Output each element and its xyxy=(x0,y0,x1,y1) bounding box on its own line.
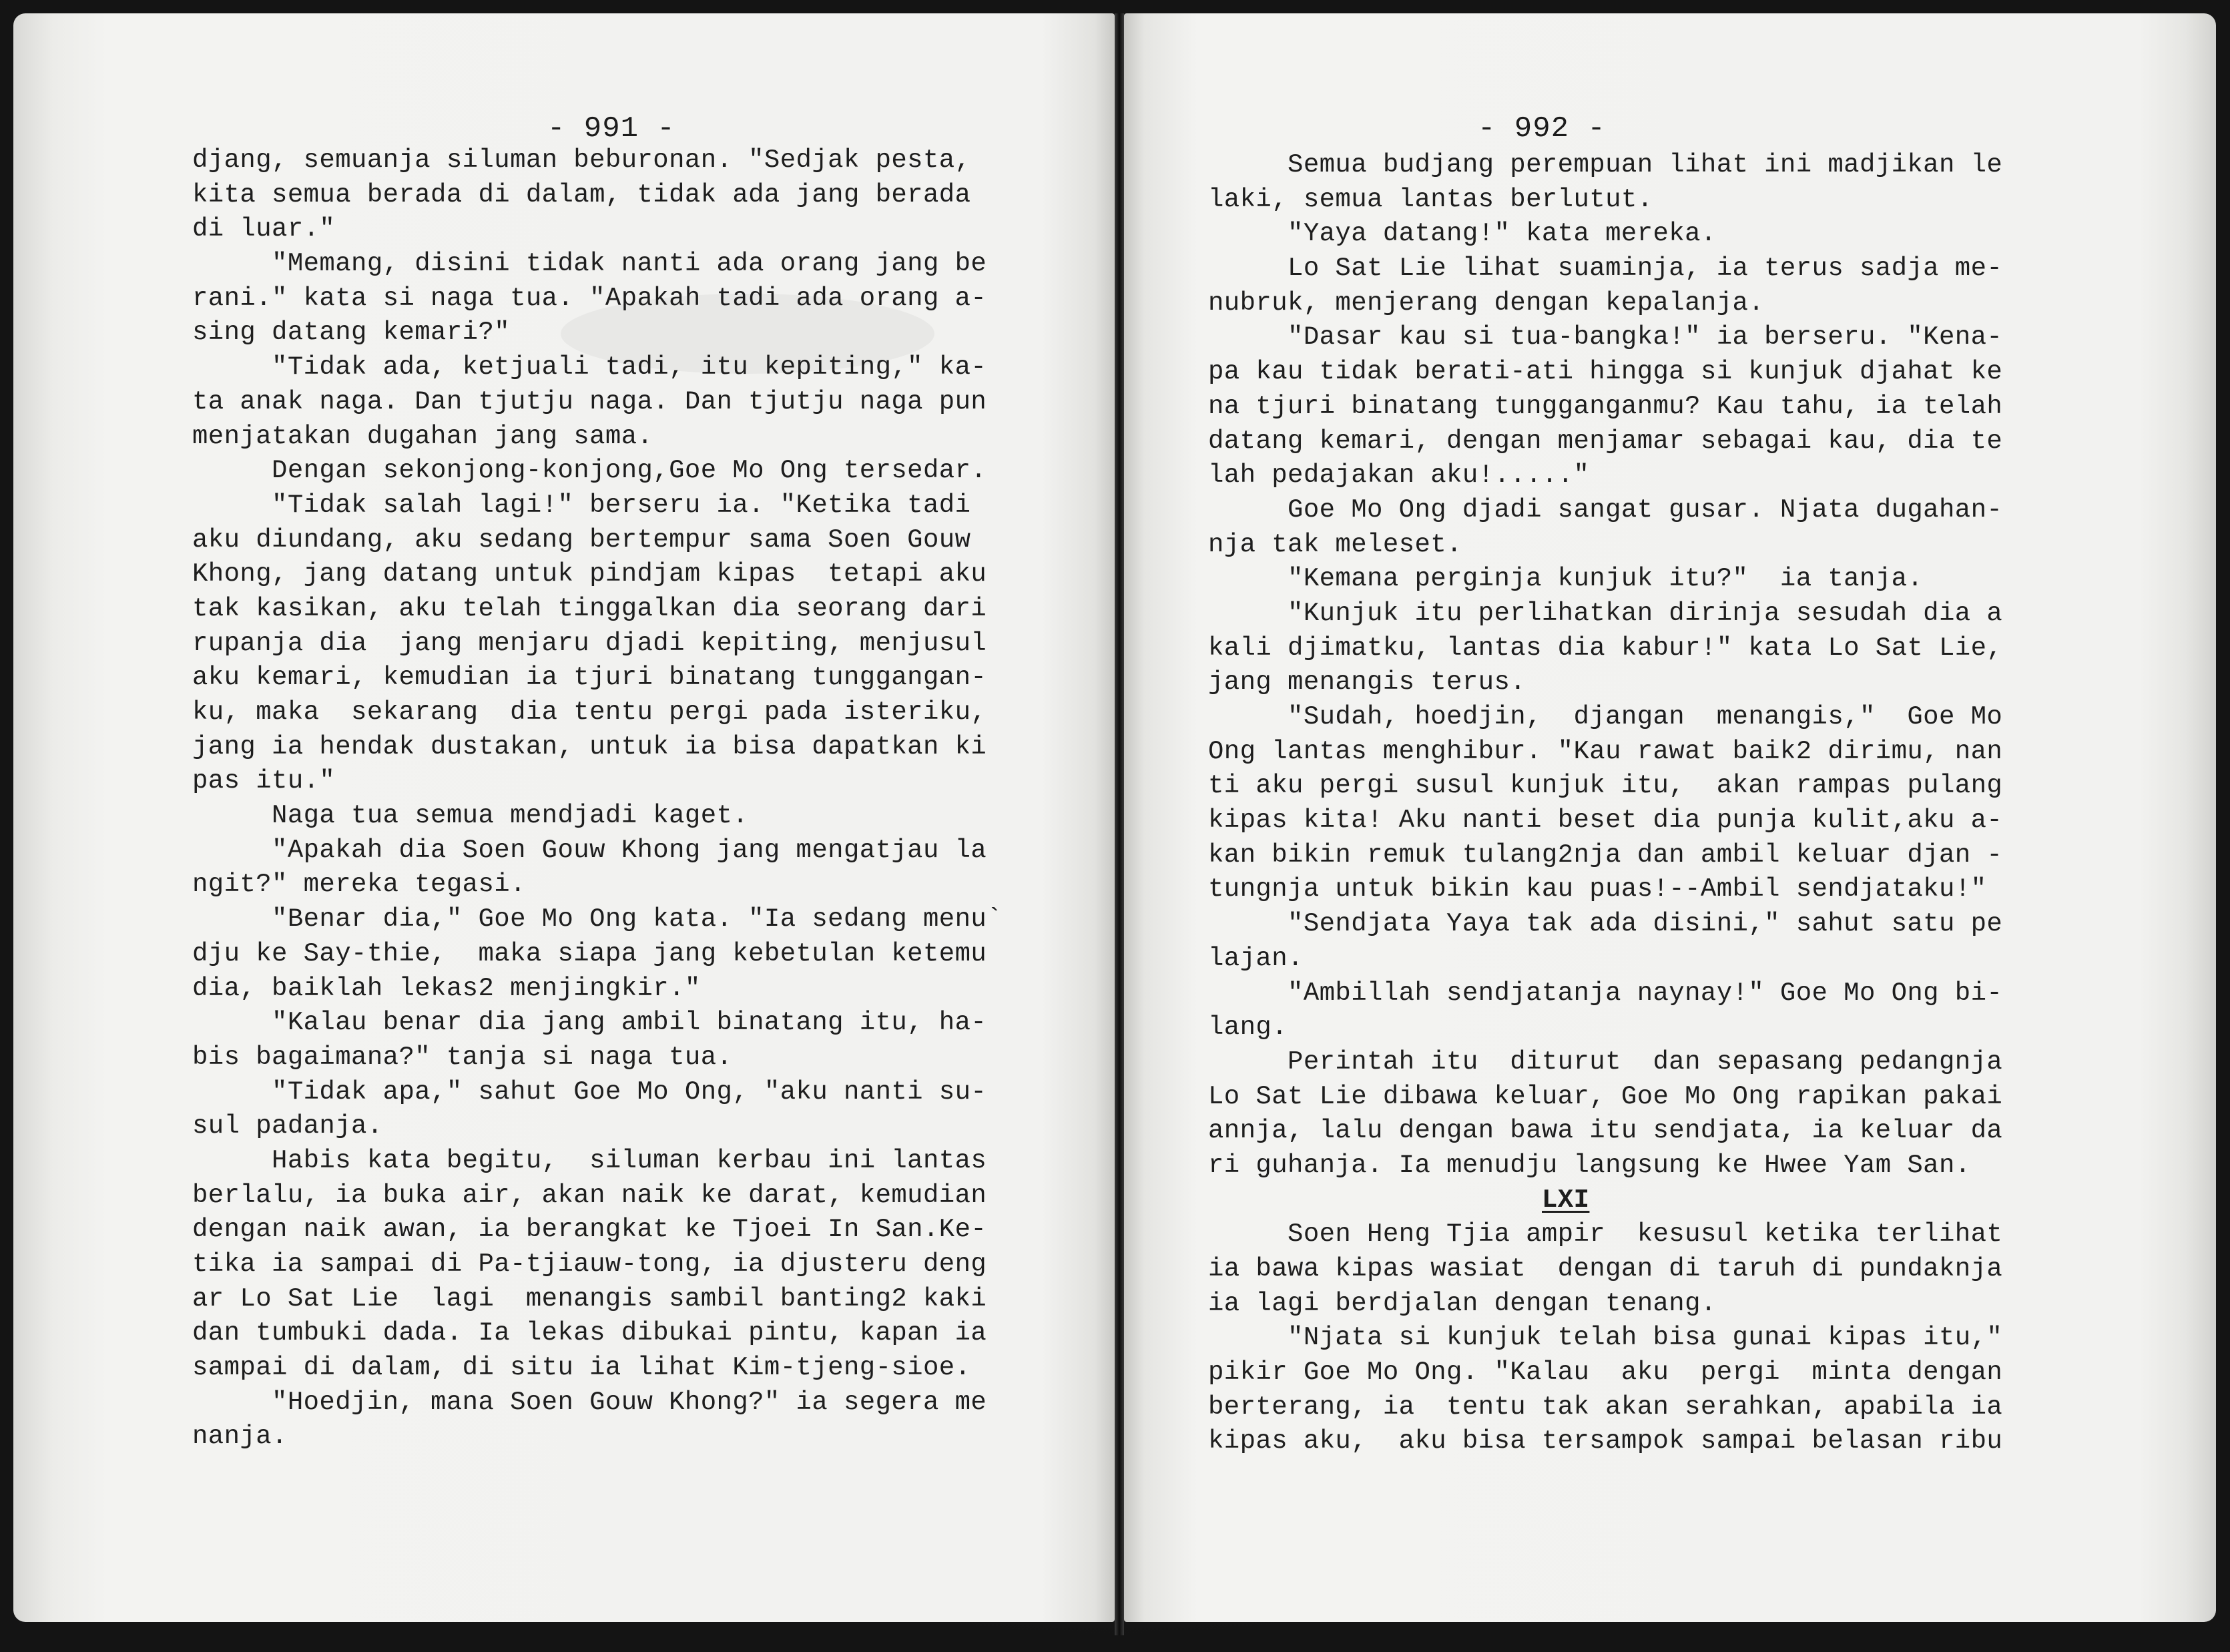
page-number-left: - 991 - xyxy=(547,112,675,146)
text-line: nja tak meleset. xyxy=(1208,529,1462,559)
text-line: Khong, jang datang untuk pindjam kipas tetapi aku xyxy=(192,559,987,589)
text-line: "Kalau benar dia jang ambil binatang itu, ha- xyxy=(192,1008,987,1038)
page-number-right: - 992 - xyxy=(1478,112,1606,146)
text-line: Dengan sekonjong-konjong,Goe Mo Ong tersedar. xyxy=(192,456,987,486)
text-line: Goe Mo Ong djadi sangat gusar. Njata dugahan- xyxy=(1208,495,2003,525)
text-line: "Dasar kau si tua-bangka!" ia berseru. "Kena- xyxy=(1208,322,2003,352)
text-line: na tjuri binatang tungganganmu? Kau tahu, ia telah xyxy=(1208,391,2003,421)
text-line: jang ia hendak dustakan, untuk ia bisa dapatkan ki xyxy=(192,732,987,762)
right-page-text xyxy=(1208,148,2002,1459)
text-line: Lo Sat Lie dibawa keluar, Goe Mo Ong rapikan pakai xyxy=(1208,1081,2003,1111)
text-line: Perintah itu diturut dan sepasang pedangnja xyxy=(1208,1047,2003,1077)
text-line: dengan naik awan, ia berangkat ke Tjoei In San.Ke- xyxy=(192,1215,987,1245)
text-line: annja, lalu dengan bawa itu sendjata, ia keluar da xyxy=(1208,1116,2003,1146)
text-line: dju ke Say-thie, maka siapa jang kebetulan ketemu xyxy=(192,938,987,969)
text-line: kita semua berada di dalam, tidak ada jang berada xyxy=(192,180,971,210)
text-line: Habis kata begitu, siluman kerbau ini lantas xyxy=(192,1145,987,1175)
text-line: datang kemari, dengan menjamar sebagai kau, dia te xyxy=(1208,426,2003,456)
text-line: pikir Goe Mo Ong. "Kalau aku pergi minta dengan xyxy=(1208,1358,2003,1388)
text-line: ar Lo Sat Lie lagi menangis sambil banting2 kaki xyxy=(192,1284,987,1314)
text-line: di luar." xyxy=(192,214,336,244)
text-line: rani." kata si naga tua. "Apakah tadi ada orang a- xyxy=(192,283,987,313)
text-line: Soen Heng Tjia ampir kesusul ketika terlihat xyxy=(1208,1219,2003,1250)
text-line: "Benar dia," Goe Mo Ong kata. "Ia sedang menu` xyxy=(192,904,1003,934)
text-line: "Memang, disini tidak nanti ada orang jang be xyxy=(192,249,987,279)
text-line: pas itu." xyxy=(192,766,336,796)
text-line: kan bikin remuk tulang2nja dan ambil keluar djan - xyxy=(1208,840,2003,870)
text-line: sing datang kemari?" xyxy=(192,318,511,348)
text-line: tungnja untuk bikin kau puas!--Ambil sendjataku!" xyxy=(1208,874,1987,904)
text-line: berterang, ia tentu tak akan serahkan, apabila ia xyxy=(1208,1392,2003,1422)
text-line: lah pedajakan aku!....." xyxy=(1208,461,1590,491)
text-line: "Kemana perginja kunjuk itu?" ia tanja. xyxy=(1208,564,1924,594)
text-line: Ong lantas menghibur. "Kau rawat baik2 dirimu, nan xyxy=(1208,736,2003,766)
text-line: ia bawa kipas wasiat dengan di taruh di pundaknja xyxy=(1208,1254,2003,1284)
text-line: berlalu, ia buka air, akan naik ke darat, kemudian xyxy=(192,1180,987,1210)
text-line: djang, semuanja siluman beburonan. "Sedjak pesta, xyxy=(192,146,971,175)
text-line: aku kemari, kemudian ia tjuri binatang tunggangan- xyxy=(192,663,987,693)
text-line: tak kasikan, aku telah tinggalkan dia seorang dari xyxy=(192,593,987,623)
text-line: ia lagi berdjalan dengan tenang. xyxy=(1208,1288,1717,1318)
text-line: ta anak naga. Dan tjutju naga. Dan tjutju naga pun xyxy=(192,386,987,417)
text-line: "Ambillah sendjatanja naynay!" Goe Mo Ong bi- xyxy=(1208,978,2003,1008)
text-line: "Njata si kunjuk telah bisa gunai kipas itu," xyxy=(1208,1323,2003,1353)
text-line: "Yaya datang!" kata mereka. xyxy=(1208,219,1717,249)
text-line: kali djimatku, lantas dia kabur!" kata Lo Sat Lie, xyxy=(1208,633,2003,663)
text-line: jang menangis terus. xyxy=(1208,667,1526,698)
text-line: kipas aku, aku bisa tersampok sampai belasan ribu xyxy=(1208,1426,2003,1456)
left-page-text xyxy=(192,144,1003,1454)
text-line: nubruk, menjerang dengan kepalanja. xyxy=(1208,288,1765,318)
text-line: laki, semua lantas berlutut. xyxy=(1208,184,1653,214)
text-line: sul padanja. xyxy=(192,1111,383,1141)
text-line: "Sendjata Yaya tak ada disini," sahut satu pe xyxy=(1208,909,2003,939)
text-line: aku diundang, aku sedang bertempur sama Soen Gouw xyxy=(192,525,971,555)
text-line: "Hoedjin, mana Soen Gouw Khong?" ia segera me xyxy=(192,1387,987,1417)
text-line: "Tidak salah lagi!" berseru ia. "Ketika tadi xyxy=(192,490,971,520)
text-line: pa kau tidak berati-ati hingga si kunjuk djahat ke xyxy=(1208,357,2003,387)
text-line: nanja. xyxy=(192,1422,288,1452)
text-line: menjatakan dugahan jang sama. xyxy=(192,421,653,451)
text-line: lang. xyxy=(1208,1013,1288,1043)
text-line: "Apakah dia Soen Gouw Khong jang mengatjau la xyxy=(192,835,987,865)
text-line: "Sudah, hoedjin, djangan menangis," Goe Mo xyxy=(1208,702,2003,732)
text-line: "Tidak apa," sahut Goe Mo Ong, "aku nanti su- xyxy=(192,1077,987,1107)
text-line: ngit?" mereka tegasi. xyxy=(192,870,526,900)
text-line: "Tidak ada, ketjuali tadi, itu kepiting," ka- xyxy=(192,352,987,382)
text-line: Semua budjang perempuan lihat ini madjikan le xyxy=(1208,150,2003,180)
text-line: bis bagaimana?" tanja si naga tua. xyxy=(192,1042,733,1072)
text-line: Lo Sat Lie lihat suaminja, ia terus sadja me- xyxy=(1208,254,2003,284)
book-gutter xyxy=(1115,13,1124,1635)
text-line: tika ia sampai di Pa-tjiauw-tong, ia djusteru deng xyxy=(192,1250,987,1279)
text-line: rupanja dia jang menjaru djadi kepiting, menjusul xyxy=(192,628,987,658)
text-line: sampai di dalam, di situ ia lihat Kim-tjeng-sioe. xyxy=(192,1353,971,1383)
chapter-heading: LXI xyxy=(1542,1185,1590,1215)
text-line: dia, baiklah lekas2 menjingkir." xyxy=(192,973,701,1003)
text-line: kipas kita! Aku nanti beset dia punja kulit,aku a- xyxy=(1208,806,2003,836)
text-line: "Kunjuk itu perlihatkan dirinja sesudah dia a xyxy=(1208,598,2003,628)
text-line: Naga tua semua mendjadi kaget. xyxy=(192,801,749,831)
text-line: dan tumbuki dada. Ia lekas dibukai pintu, kapan ia xyxy=(192,1318,987,1348)
text-line: ri guhanja. Ia menudju langsung ke Hwee Yam San. xyxy=(1208,1150,1971,1180)
text-line: lajan. xyxy=(1208,943,1304,973)
text-line: ku, maka sekarang dia tentu pergi pada isteriku, xyxy=(192,698,987,727)
text-line: ti aku pergi susul kunjuk itu, akan rampas pulang xyxy=(1208,771,2003,801)
